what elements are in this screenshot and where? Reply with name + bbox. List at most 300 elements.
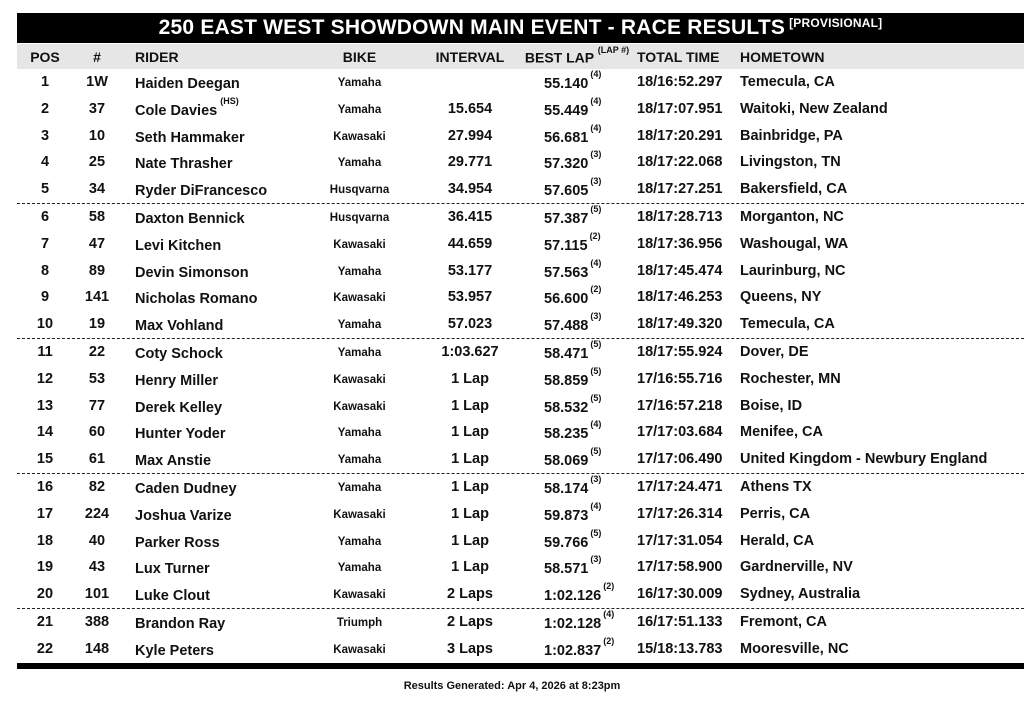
best-lap-number: (4): [590, 419, 602, 430]
best-lap-number: (2): [603, 635, 615, 646]
total-time-cell: [637, 533, 722, 549]
rider-name-cell: [135, 344, 226, 362]
hometown-cell-text: Sydney, Australia: [740, 586, 861, 603]
bike-brand-cell-text: Husqvarna: [329, 184, 390, 197]
interval-cell: [425, 128, 515, 144]
bike-number-cell-text: 47: [88, 235, 106, 252]
bike-brand-cell: [307, 374, 412, 386]
position-cell-text: 7: [40, 235, 50, 252]
bike-number-cell: [77, 641, 117, 657]
rider-name-cell-text: Nate Thrasher: [135, 156, 233, 173]
hometown-cell: [740, 209, 844, 225]
rider-name-cell: [135, 533, 223, 551]
hometown-cell: [740, 586, 860, 602]
best-lap-cell-text: 58.859: [544, 372, 589, 389]
rider-name-cell-text: Max Anstie: [135, 452, 212, 469]
bike-brand-cell-text: Kawasaki: [333, 643, 386, 656]
hometown-cell: [740, 479, 812, 495]
best-lap-cell-text: 57.387: [544, 210, 589, 227]
total-time-cell-text: 18/17:27.251: [637, 181, 723, 198]
header-number: #: [93, 49, 101, 65]
hometown-cell-text: Washougal, WA: [740, 235, 849, 252]
total-time-cell: [637, 316, 722, 332]
best-lap-number: (3): [590, 311, 602, 322]
bike-number-cell: [77, 128, 117, 144]
hometown-cell-text: Menifee, CA: [740, 424, 823, 441]
interval-cell-text: 1 Lap: [451, 559, 489, 576]
total-time-cell-text: 16/17:30.009: [637, 586, 723, 603]
hometown-cell: [740, 533, 814, 549]
rider-name-cell-text: Luke Clout: [135, 587, 210, 604]
interval-cell: [425, 344, 515, 360]
interval-cell-text: 1 Lap: [451, 532, 489, 549]
best-lap-cell-text: 58.532: [544, 399, 589, 416]
bike-number-cell: [77, 344, 117, 360]
table-row: [17, 528, 1024, 555]
hometown-cell-text: Waitoki, New Zealand: [740, 100, 888, 117]
bike-number-cell: [77, 289, 117, 305]
interval-cell-text: 27.994: [447, 127, 493, 144]
interval-cell: [425, 479, 515, 495]
bike-number-cell: [77, 586, 117, 602]
best-lap-cell-text: 57.115: [544, 237, 588, 254]
best-lap-number: (5): [590, 203, 602, 214]
bike-brand-cell-text: Yamaha: [337, 427, 382, 440]
best-lap-cell-text: 58.471: [544, 345, 589, 362]
best-lap-cell-text: 55.449: [544, 102, 589, 119]
hometown-cell-text: Athens TX: [740, 478, 812, 495]
best-lap-cell-text: 56.600: [544, 291, 589, 308]
rider-name-cell-text: Nicholas Romano: [135, 291, 258, 308]
bike-number-cell: [77, 479, 117, 495]
best-lap-number: (5): [590, 392, 602, 403]
bike-brand-cell: [307, 239, 412, 251]
total-time-cell: [637, 74, 722, 90]
interval-cell: [425, 614, 515, 630]
hometown-cell-text: Queens, NY: [740, 289, 822, 306]
bike-number-cell: [77, 371, 117, 387]
position-cell: [25, 263, 65, 279]
table-row: [17, 474, 1024, 501]
header-hometown: HOMETOWN: [740, 49, 825, 65]
interval-cell: [425, 424, 515, 440]
position-cell: [25, 506, 65, 522]
bike-brand-cell: [307, 509, 412, 521]
bike-number-cell: [77, 506, 117, 522]
best-lap-number: (4): [590, 500, 602, 511]
bike-brand-cell-text: Yamaha: [337, 319, 382, 332]
position-cell: [25, 641, 65, 657]
position-cell: [25, 236, 65, 252]
interval-cell: [425, 209, 515, 225]
best-lap-cell-text: 57.563: [544, 264, 589, 281]
position-cell: [25, 154, 65, 170]
rider-name-cell-text: Max Vohland: [135, 318, 224, 334]
bike-brand-cell: [307, 644, 412, 656]
position-cell: [25, 398, 65, 414]
header-bike: BIKE: [342, 49, 377, 65]
bike-brand-cell-text: Husqvarna: [329, 211, 390, 224]
bike-brand-cell: [307, 292, 412, 304]
rider-name-cell: [135, 586, 213, 604]
rider-name-cell: [135, 398, 225, 416]
position-cell: [25, 101, 65, 117]
position-cell: [25, 559, 65, 575]
hometown-cell-text: Mooresville, NC: [740, 640, 849, 657]
hometown-cell-text: United Kingdom - Newbury England: [740, 451, 988, 468]
table-row: [17, 231, 1024, 258]
table-row: [17, 258, 1024, 285]
header-best-lap-label: BEST LAP: [524, 49, 594, 66]
rider-name-cell: [135, 614, 228, 632]
interval-cell-text: 36.415: [447, 208, 493, 225]
bike-brand-cell: [307, 427, 412, 439]
bike-brand-cell: [307, 617, 412, 629]
bike-number-cell-text: 101: [84, 586, 110, 603]
results-title-banner: [17, 13, 1024, 43]
bike-number-cell: [77, 154, 117, 170]
bike-number-cell-text: 22: [88, 343, 106, 360]
position-cell-text: 5: [40, 181, 50, 198]
rider-name-cell-text: Hunter Yoder: [135, 426, 226, 443]
interval-cell-text: 44.659: [447, 235, 493, 252]
bike-number-cell-text: 61: [88, 451, 106, 468]
rider-name-cell-text: Parker Ross: [135, 534, 220, 551]
total-time-cell-text: 17/17:26.314: [637, 505, 723, 522]
position-cell: [25, 181, 65, 197]
interval-cell-text: 15.654: [447, 100, 493, 117]
position-cell: [25, 479, 65, 495]
total-time-cell-text: 17/17:58.900: [637, 559, 723, 576]
position-cell: [25, 289, 65, 305]
hometown-cell: [740, 236, 848, 252]
position-cell-text: 21: [36, 613, 54, 630]
total-time-cell: [637, 344, 722, 360]
bike-number-cell: [77, 451, 117, 467]
rider-name-cell-text: Cole Davies: [135, 102, 218, 119]
rider-name-cell: [135, 479, 240, 497]
bike-brand-cell-text: Yamaha: [337, 481, 382, 494]
bike-brand-cell-text: Kawasaki: [333, 238, 386, 251]
bike-brand-cell-text: Yamaha: [337, 103, 382, 116]
total-time-cell-text: 18/17:49.320: [637, 316, 723, 333]
best-lap-number: (3): [590, 176, 602, 187]
position-cell-text: 8: [40, 262, 50, 279]
best-lap-number: (4): [590, 122, 602, 133]
interval-cell: [425, 101, 515, 117]
position-cell-text: 14: [36, 424, 54, 441]
hometown-cell: [740, 263, 846, 279]
rider-tag: (HS): [220, 95, 239, 106]
bike-brand-cell: [307, 104, 412, 116]
best-lap-number: (4): [603, 608, 615, 619]
bike-number-cell-text: 141: [84, 289, 110, 306]
position-cell: [25, 424, 65, 440]
bike-number-cell: [77, 398, 117, 414]
bike-brand-cell-text: Yamaha: [337, 77, 382, 89]
interval-cell: [425, 236, 515, 252]
hometown-cell: [740, 424, 823, 440]
rider-name-cell-text: Brandon Ray: [135, 615, 226, 632]
table-row: [17, 501, 1024, 528]
bike-brand-cell: [307, 589, 412, 601]
bike-brand-cell: [307, 347, 412, 359]
results-title: 250 EAST WEST SHOWDOWN MAIN EVENT - RACE RESULTS: [158, 16, 786, 39]
total-time-cell-text: 18/17:45.474: [637, 262, 723, 279]
position-cell-text: 18: [36, 532, 54, 549]
interval-cell: [425, 559, 515, 575]
rider-name-cell: [135, 641, 217, 659]
table-row: [17, 366, 1024, 393]
hometown-cell-text: Gardnerville, NV: [740, 559, 853, 576]
bike-number-cell-text: 43: [88, 559, 106, 576]
interval-cell-text: 29.771: [447, 154, 493, 171]
total-time-cell: [637, 289, 722, 305]
total-time-cell: [637, 451, 722, 467]
hometown-cell-text: Boise, ID: [740, 397, 803, 414]
bike-brand-cell-text: Kawasaki: [333, 400, 386, 413]
interval-cell-text: 1 Lap: [451, 424, 489, 441]
total-time-cell: [637, 371, 722, 387]
position-cell: [25, 344, 65, 360]
total-time-cell-text: 17/16:57.218: [637, 397, 723, 414]
total-time-cell-text: 18/16:52.297: [637, 74, 723, 90]
total-time-cell-text: 17/17:31.054: [637, 532, 723, 549]
bike-brand-cell-text: Kawasaki: [333, 589, 386, 602]
position-cell-text: 13: [36, 397, 54, 414]
total-time-cell-text: 18/17:36.956: [637, 235, 723, 252]
hometown-cell: [740, 101, 888, 117]
table-row: [17, 123, 1024, 150]
table-row: [17, 176, 1024, 204]
best-lap-number: (4): [590, 69, 602, 79]
interval-cell-text: 1:03.627: [441, 343, 499, 360]
best-lap-number: (3): [590, 473, 602, 484]
table-row: [17, 96, 1024, 123]
total-time-cell: [637, 236, 722, 252]
table-header-row: [17, 44, 1024, 69]
best-lap-cell-text: 59.873: [544, 507, 589, 524]
rider-name-cell: [135, 559, 213, 577]
table-row: [17, 393, 1024, 420]
total-time-cell: [637, 101, 722, 117]
rider-name-cell: [135, 371, 221, 389]
position-cell-text: 11: [37, 343, 53, 360]
total-time-cell-text: 17/17:06.490: [637, 451, 723, 468]
best-lap-cell-text: 58.571: [544, 561, 589, 578]
bike-brand-cell: [307, 77, 412, 89]
hometown-cell: [740, 398, 802, 414]
best-lap-number: (3): [590, 149, 602, 160]
interval-cell-text: 53.957: [447, 289, 493, 306]
table-row: [17, 581, 1024, 609]
best-lap-cell-text: 57.605: [544, 183, 589, 200]
bike-number-cell: [77, 236, 117, 252]
table-row: [17, 554, 1024, 581]
total-time-cell-text: 16/17:51.133: [637, 613, 723, 630]
bike-brand-cell-text: Yamaha: [337, 535, 382, 548]
table-row: [17, 204, 1024, 231]
hometown-cell-text: Morganton, NC: [740, 208, 844, 225]
total-time-cell: [637, 154, 722, 170]
header-pos: POS: [30, 49, 60, 65]
best-lap-number: (5): [590, 365, 602, 376]
total-time-cell-text: 18/17:07.951: [637, 100, 723, 117]
best-lap-number: (5): [590, 338, 602, 349]
hometown-cell: [740, 371, 841, 387]
best-lap-cell-text: 56.681: [544, 129, 589, 146]
rider-name-cell-text: Ryder DiFrancesco: [135, 183, 268, 200]
position-cell-text: 1: [40, 74, 50, 90]
interval-cell: [425, 506, 515, 522]
hometown-cell: [740, 154, 841, 170]
bike-number-cell: [77, 533, 117, 549]
hometown-cell-text: Laurinburg, NC: [740, 262, 846, 279]
rider-name-cell-text: Henry Miller: [135, 372, 218, 389]
position-cell-text: 2: [40, 100, 50, 117]
bike-number-cell-text: 58: [88, 208, 106, 225]
rider-name-cell: [135, 154, 236, 172]
rider-name-cell-text: Coty Schock: [135, 345, 223, 362]
total-time-cell-text: 17/17:03.684: [637, 424, 723, 441]
position-cell: [25, 316, 65, 332]
bike-brand-cell: [307, 131, 412, 143]
header-lap-number: (LAP #): [597, 45, 630, 55]
total-time-cell: [637, 181, 722, 197]
header-best-lap: [522, 45, 632, 66]
position-cell-text: 10: [36, 316, 54, 333]
position-cell-text: 20: [36, 586, 54, 603]
total-time-cell: [637, 641, 722, 657]
rider-name-cell-text: Seth Hammaker: [135, 129, 245, 146]
total-time-cell-text: 18/17:22.068: [637, 154, 723, 171]
total-time-cell: [637, 128, 722, 144]
bike-number-cell: [77, 559, 117, 575]
bike-number-cell-text: 89: [88, 262, 106, 279]
interval-cell: [425, 371, 515, 387]
total-time-cell: [637, 479, 722, 495]
table-row: [17, 149, 1024, 176]
bike-brand-cell: [307, 454, 412, 466]
rider-name-cell: [135, 316, 226, 334]
rider-name-cell-text: Haiden Deegan: [135, 75, 240, 92]
best-lap-cell-text: 58.069: [544, 452, 589, 469]
position-cell-text: 3: [40, 127, 50, 144]
total-time-cell: [637, 506, 722, 522]
hometown-cell-text: Herald, CA: [740, 532, 815, 549]
bike-number-cell: [77, 614, 117, 630]
interval-cell-text: 53.177: [447, 262, 493, 279]
position-cell-text: 4: [40, 154, 50, 171]
total-time-cell-text: 17/17:24.471: [637, 478, 723, 495]
hometown-cell: [740, 451, 987, 467]
interval-cell: [425, 263, 515, 279]
total-time-cell: [637, 398, 722, 414]
total-time-cell-text: 18/17:20.291: [637, 127, 723, 144]
interval-cell-text: 1 Lap: [451, 505, 489, 522]
bike-number-cell: [77, 424, 117, 440]
interval-cell-text: 1 Lap: [451, 478, 489, 495]
total-time-cell: [637, 263, 722, 279]
rider-name-cell-text: Daxton Bennick: [135, 210, 245, 227]
hometown-cell: [740, 289, 821, 305]
best-lap-number: (2): [603, 581, 615, 592]
rider-name-cell: [135, 181, 270, 199]
bike-number-cell-text: 388: [84, 613, 110, 630]
interval-cell-text: 34.954: [447, 181, 493, 198]
bike-number-cell-text: 19: [88, 316, 106, 333]
interval-cell: [425, 641, 515, 657]
results-table-body: [17, 69, 1024, 663]
best-lap-number: (4): [590, 95, 602, 106]
rider-name-cell: [135, 74, 243, 92]
hometown-cell-text: Bainbridge, PA: [740, 127, 843, 144]
rider-name-cell: [135, 209, 248, 227]
best-lap-cell-text: 58.235: [544, 426, 589, 443]
bike-brand-cell-text: Yamaha: [337, 562, 382, 575]
best-lap-number: (2): [590, 284, 602, 295]
best-lap-number: (3): [590, 554, 602, 565]
position-cell: [25, 451, 65, 467]
header-rider: RIDER: [135, 49, 179, 65]
hometown-cell: [740, 344, 809, 360]
best-lap-cell-text: 55.140: [544, 75, 589, 92]
interval-cell: [425, 289, 515, 305]
bike-number-cell: [77, 263, 117, 279]
best-lap-cell-text: 57.488: [544, 318, 589, 334]
interval-cell-text: 1 Lap: [451, 397, 489, 414]
bike-number-cell-text: 224: [84, 505, 110, 522]
hometown-cell: [740, 316, 835, 332]
best-lap-number: (5): [590, 446, 602, 457]
bike-brand-cell: [307, 212, 412, 224]
bike-number-cell: [77, 316, 117, 332]
total-time-cell: [637, 424, 722, 440]
table-row: [17, 636, 1024, 663]
rider-name-cell: [135, 128, 248, 146]
rider-name-cell: [135, 289, 260, 307]
interval-cell: [425, 451, 515, 467]
hometown-cell: [740, 641, 849, 657]
total-time-cell-text: 18/17:46.253: [637, 289, 723, 306]
position-cell-text: 17: [36, 505, 54, 522]
bike-number-cell-text: 10: [88, 127, 106, 144]
position-cell-text: 19: [36, 559, 54, 576]
bike-brand-cell-text: Yamaha: [337, 157, 382, 170]
interval-cell-text: 1 Lap: [451, 451, 489, 468]
best-lap-cell-text: 1:02.128: [544, 615, 602, 632]
interval-cell-text: 2 Laps: [447, 586, 493, 603]
bike-number-cell-text: 37: [88, 100, 106, 117]
header-interval: INTERVAL: [435, 49, 505, 65]
hometown-cell-text: Fremont, CA: [740, 613, 827, 630]
bike-brand-cell-text: Kawasaki: [333, 292, 386, 305]
bike-brand-cell-text: Yamaha: [337, 265, 382, 278]
bike-number-cell-text: 53: [88, 370, 106, 387]
position-cell-text: 16: [36, 478, 54, 495]
bike-number-cell-text: 25: [88, 154, 106, 171]
bike-brand-cell: [307, 401, 412, 413]
table-row: [17, 609, 1024, 636]
position-cell: [25, 209, 65, 225]
total-time-cell-text: 17/16:55.716: [637, 370, 723, 387]
bike-number-cell: [77, 209, 117, 225]
hometown-cell: [740, 128, 843, 144]
rider-name-cell: [135, 263, 252, 281]
total-time-cell: [637, 586, 722, 602]
bike-brand-cell: [307, 562, 412, 574]
best-lap-cell-text: 1:02.837: [544, 642, 602, 659]
